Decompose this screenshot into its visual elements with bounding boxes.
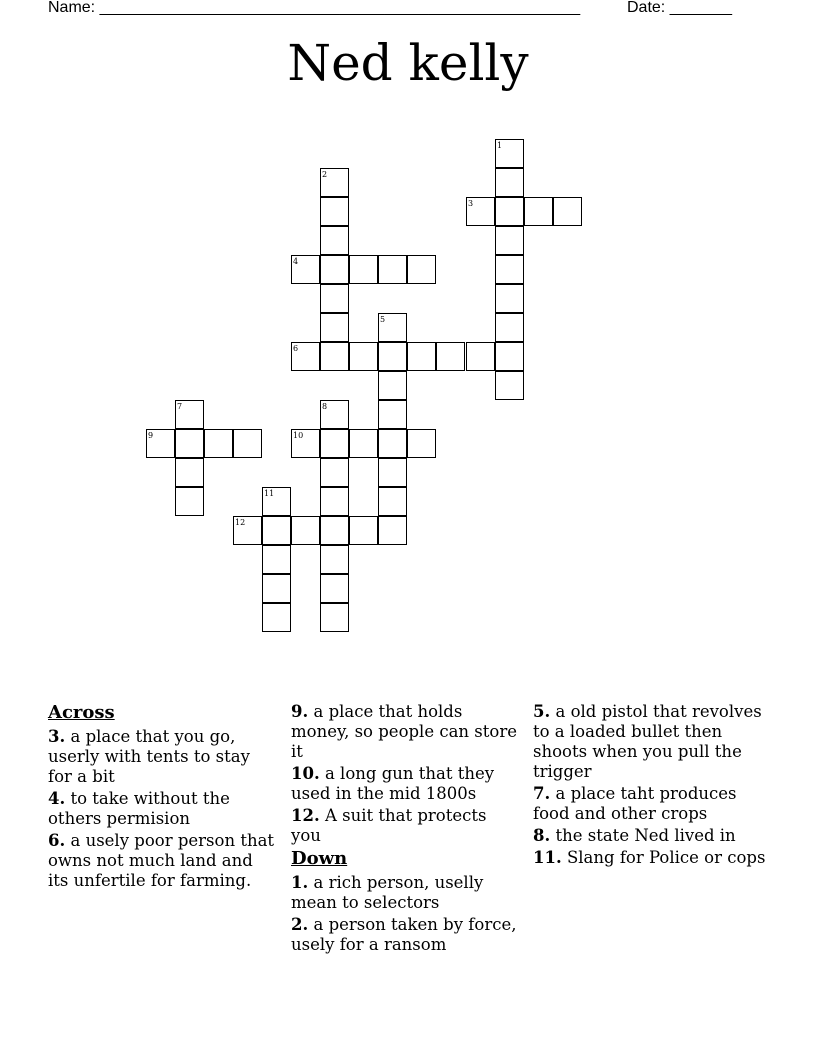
clue-down-11: 11. Slang for Police or cops	[533, 848, 766, 867]
grid-cell[interactable]	[320, 516, 349, 545]
clue-down-2: 2. a person taken by force, usely for a ransom	[291, 915, 517, 954]
clue-across-10: 10. a long gun that they used in the mid 1800s	[291, 764, 495, 803]
grid-cell[interactable]	[175, 429, 204, 458]
cell-number: 8	[322, 402, 328, 411]
grid-cell[interactable]	[291, 516, 320, 545]
clue-across-4: 4. to take without the others permision	[48, 789, 230, 828]
grid-cell[interactable]	[495, 313, 524, 342]
grid-cell[interactable]	[320, 429, 349, 458]
clues-column-3	[533, 702, 769, 870]
grid-cell[interactable]	[524, 197, 553, 226]
clue-across-3: 3. a place that you go, userly with tents to stay for a bit	[48, 727, 250, 786]
clue-down-5: 5. a old pistol that revolves to a loaded bullet then shoots when you pull the trigger	[533, 702, 762, 781]
grid-cell[interactable]	[407, 255, 436, 284]
grid-cell[interactable]	[495, 226, 524, 255]
clues-column-1	[48, 702, 276, 893]
grid-cell[interactable]	[378, 487, 407, 516]
grid-cell[interactable]	[495, 255, 524, 284]
clue-across-6: 6. a usely poor person that owns not much land and its unfertile for farming.	[48, 831, 275, 890]
grid-cell[interactable]	[378, 458, 407, 487]
cell-number: 12	[235, 518, 246, 527]
grid-cell[interactable]	[233, 429, 262, 458]
cell-number: 5	[380, 315, 386, 324]
grid-cell[interactable]	[378, 516, 407, 545]
clue-across-12: 12. A suit that protects you	[291, 806, 487, 845]
grid-cell[interactable]	[175, 487, 204, 516]
grid-cell[interactable]	[320, 197, 349, 226]
grid-cell[interactable]	[495, 371, 524, 400]
grid-cell[interactable]	[495, 342, 524, 371]
date-field[interactable]: Date: _______	[627, 0, 732, 16]
cell-number: 3	[468, 199, 474, 208]
grid-cell[interactable]	[320, 255, 349, 284]
cell-number: 2	[322, 170, 328, 179]
grid-cell[interactable]	[436, 342, 465, 371]
grid-cell[interactable]	[407, 429, 436, 458]
clue-down-7: 7. a place taht produces food and other crops	[533, 784, 737, 823]
grid-cell[interactable]	[466, 342, 495, 371]
grid-cell[interactable]	[378, 342, 407, 371]
grid-cell[interactable]	[495, 284, 524, 313]
cell-number: 6	[293, 344, 299, 353]
grid-cell[interactable]	[320, 487, 349, 516]
grid-cell[interactable]	[262, 516, 291, 545]
page-title: Ned kelly	[287, 34, 529, 92]
cell-number: 1	[497, 141, 503, 150]
grid-cell[interactable]	[495, 197, 524, 226]
clue-down-1: 1. a rich person, uselly mean to selectors	[291, 873, 484, 912]
grid-cell[interactable]	[495, 168, 524, 197]
grid-cell[interactable]	[262, 545, 291, 574]
grid-cell[interactable]	[378, 400, 407, 429]
grid-cell[interactable]	[320, 313, 349, 342]
grid-cell[interactable]	[349, 516, 378, 545]
grid-cell[interactable]	[553, 197, 582, 226]
name-field[interactable]: Name: ______________________________________________________	[48, 0, 581, 16]
grid-cell[interactable]	[320, 603, 349, 632]
grid-cell[interactable]	[378, 371, 407, 400]
grid-cell[interactable]	[320, 226, 349, 255]
grid-cell[interactable]	[320, 342, 349, 371]
grid-cell[interactable]	[349, 342, 378, 371]
cell-number: 11	[264, 489, 275, 498]
grid-cell[interactable]	[349, 255, 378, 284]
grid-cell[interactable]	[320, 284, 349, 313]
grid-cell[interactable]	[349, 429, 378, 458]
grid-cell[interactable]	[407, 342, 436, 371]
grid-cell[interactable]	[175, 458, 204, 487]
grid-cell[interactable]	[204, 429, 233, 458]
grid-cell[interactable]	[320, 574, 349, 603]
grid-cell[interactable]	[320, 458, 349, 487]
clue-across-9: 9. a place that holds money, so people can store it	[291, 702, 517, 761]
down-heading: Down	[291, 848, 348, 869]
grid-cell[interactable]	[262, 603, 291, 632]
cell-number: 4	[293, 257, 299, 266]
cell-number: 10	[293, 431, 304, 440]
across-heading: Across	[48, 702, 115, 723]
cell-number: 9	[148, 431, 154, 440]
clues-column-2	[291, 702, 519, 957]
grid-cell[interactable]	[320, 545, 349, 574]
grid-cell[interactable]	[378, 429, 407, 458]
grid-cell[interactable]	[378, 255, 407, 284]
cell-number: 7	[177, 402, 183, 411]
grid-cell[interactable]	[262, 574, 291, 603]
clue-down-8: 8. the state Ned lived in	[533, 826, 736, 845]
